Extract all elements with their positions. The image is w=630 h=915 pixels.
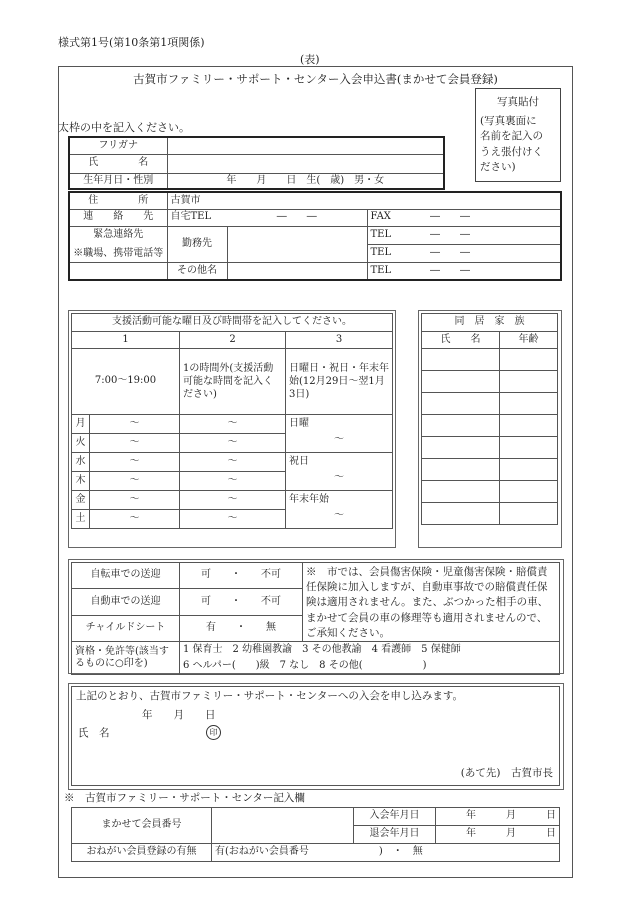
transport-table (71, 562, 560, 675)
member-number-label: まかせて会員番号 (72, 808, 212, 844)
family-name-field[interactable] (422, 503, 500, 525)
declaration-text: 上記のとおり、古賀市ファミリー・サポート・センターへの入会を申し込みます。 (76, 690, 464, 702)
mon-time-2[interactable]: ～ (180, 415, 286, 434)
transport-frame (71, 562, 560, 670)
furigana-field[interactable] (167, 137, 444, 154)
license-options[interactable] (180, 642, 560, 675)
newyear-label: 年末年始 (289, 494, 329, 505)
family-frame (421, 313, 558, 544)
family-age-header: 年齢 (500, 332, 558, 349)
family-age-field[interactable] (500, 437, 558, 459)
day-wed: 水 (72, 453, 90, 472)
fax-label: FAX (367, 209, 418, 226)
emergency-title: 緊急連絡先 (93, 228, 144, 240)
fri-time-1[interactable]: ～ (90, 491, 180, 510)
sat-time-2[interactable]: ～ (180, 510, 286, 529)
child-seat-option[interactable]: 有 ・ 無 (180, 615, 303, 641)
family-age-field[interactable] (500, 393, 558, 415)
family-age-field[interactable] (500, 371, 558, 393)
leave-date-field[interactable]: 年 月 日 (436, 826, 560, 844)
furigana-label: フリガナ (69, 137, 167, 154)
sunday-cell[interactable] (286, 415, 393, 453)
form-number: 様式第1号(第10条第1項関係) (58, 36, 205, 49)
day-sat: 土 (72, 510, 90, 529)
sat-time-1[interactable]: ～ (90, 510, 180, 529)
dob-field[interactable]: 年 月 日 生( 歳) 男・女 (167, 173, 444, 189)
holiday-label: 祝日 (289, 456, 309, 467)
family-age-field[interactable] (500, 481, 558, 503)
applicant-table-top (68, 136, 445, 190)
family-name-field[interactable] (422, 371, 500, 393)
family-age-field[interactable] (500, 415, 558, 437)
wed-time-1[interactable]: ～ (90, 453, 180, 472)
day-tue: 火 (72, 434, 90, 453)
photo-line: (写真裏面に (480, 115, 537, 128)
contact-label: 連 絡 先 (69, 209, 167, 226)
other-name-label: その他名 (167, 262, 227, 280)
workplace-field[interactable] (227, 226, 367, 262)
thu-time-1[interactable]: ～ (90, 472, 180, 491)
fri-time-2[interactable]: ～ (180, 491, 286, 510)
work-tel2-field[interactable]: ― ― (418, 244, 561, 262)
family-header: 同 居 家 族 (422, 314, 558, 332)
photo-title: 写真貼付 (497, 96, 539, 108)
family-name-field[interactable] (422, 415, 500, 437)
request-member-field[interactable]: 有(おねがい会員番号 ) ・ 無 (212, 844, 560, 862)
family-name-header: 氏 名 (422, 332, 500, 349)
availability-frame (71, 313, 392, 544)
emergency-spacer (69, 262, 167, 280)
home-tel-field[interactable]: ― ― (227, 209, 367, 226)
applicant-table-bottom (68, 191, 562, 281)
photo-line: ださい) (480, 160, 516, 173)
tue-time-2[interactable]: ～ (180, 434, 286, 453)
day-fri: 金 (72, 491, 90, 510)
wed-time-2[interactable]: ～ (180, 453, 286, 472)
car-label: 自動車での送迎 (72, 589, 180, 615)
dob-label: 生年月日・性別 (69, 173, 167, 189)
mon-time-1[interactable]: ～ (90, 415, 180, 434)
declaration-box (71, 686, 560, 786)
family-age-field[interactable] (500, 459, 558, 481)
name-label: 氏 名 (69, 154, 167, 173)
availability-table (71, 313, 393, 529)
insurance-note: ※ 市では、会員傷害保険・児童傷害保険・賠償責任保険に加入しますが、自動車事故での賠償責任保険は適用されません。また、ぶつかった相手の車、まかせて会員の車の修理等も適用されませんので、ご承知ください。 (303, 563, 560, 642)
bicycle-label: 自転車での送迎 (72, 563, 180, 589)
time-outside: 1の時間外(支援活動可能な時間を記入ください) (180, 349, 286, 415)
other-tel-label: TEL (367, 262, 418, 280)
family-name-field[interactable] (422, 481, 500, 503)
photo-box (475, 88, 561, 182)
member-number-field[interactable] (212, 808, 354, 844)
work-tel-field[interactable]: ― ― (418, 226, 561, 244)
fax-field[interactable]: ― ― (418, 209, 561, 226)
family-name-field[interactable] (422, 349, 500, 371)
leave-date-label: 退会年月日 (354, 826, 436, 844)
family-age-field[interactable] (500, 349, 558, 371)
col-header-1: 1 (72, 332, 180, 349)
col-header-3: 3 (286, 332, 393, 349)
sunday-label: 日曜 (289, 418, 309, 429)
photo-line: うえ張付けく (480, 145, 543, 158)
holiday-cell[interactable] (286, 453, 393, 491)
other-name-field[interactable] (227, 262, 367, 280)
addressee: (あて先) 古賀市長 (460, 767, 553, 779)
office-table (71, 807, 560, 862)
request-member-label: おねがい会員登録の有無 (72, 844, 212, 862)
day-mon: 月 (72, 415, 90, 434)
car-option[interactable]: 可 ・ 不可 (180, 589, 303, 615)
name-field[interactable] (167, 154, 444, 173)
office-header: ※ 古賀市ファミリー・サポート・センター記入欄 (64, 792, 305, 804)
newyear-tilde: ～ (334, 509, 344, 521)
col-header-2: 2 (180, 332, 286, 349)
sunday-tilde: ～ (334, 433, 344, 445)
declaration-name-label: 氏 名 (78, 727, 110, 739)
form-title: 古賀市ファミリー・サポート・センター入会申込書(まかせて会員登録) (133, 72, 498, 86)
photo-line: 名前を記入の (480, 130, 543, 143)
workplace-label: 勤務先 (167, 226, 227, 262)
newyear-cell[interactable] (286, 491, 393, 529)
seal-mark: 印 (206, 725, 221, 740)
family-age-field[interactable] (500, 503, 558, 525)
holiday-range: 日曜日・祝日・年末年始(12月29日～翌1月3日) (286, 349, 393, 415)
family-table (421, 313, 558, 525)
emergency-label (69, 226, 167, 262)
child-seat-label: チャイルドシート (72, 615, 180, 641)
time-range: 7:00～19:00 (72, 349, 180, 415)
other-tel-field[interactable]: ― ― (418, 262, 561, 280)
holiday-tilde: ～ (334, 471, 344, 483)
address-field[interactable]: 古賀市 (167, 192, 561, 209)
day-thu: 木 (72, 472, 90, 491)
license-line-1: 1 保育士 2 幼稚園教諭 3 その他教諭 4 看護師 5 保健師 (183, 644, 461, 656)
family-name-field[interactable] (422, 437, 500, 459)
family-name-field[interactable] (422, 459, 500, 481)
work-tel-label: TEL (367, 226, 418, 244)
work-tel2-label: TEL (367, 244, 418, 262)
join-date-label: 入会年月日 (354, 808, 436, 826)
declaration-date[interactable]: 年 月 日 (142, 709, 216, 721)
license-line-2: 6 ヘルパー( )級 7 なし 8 その他( ) (183, 660, 427, 672)
license-label: 資格・免許等(該当するものに○印を) (72, 642, 180, 675)
home-tel-label: 自宅TEL (167, 209, 227, 226)
thu-time-2[interactable]: ～ (180, 472, 286, 491)
bicycle-option[interactable]: 可 ・ 不可 (180, 563, 303, 589)
availability-header: 支援活動可能な曜日及び時間帯を記入してください。 (72, 314, 393, 332)
address-label: 住 所 (69, 192, 167, 209)
instruction-text: 太枠の中を記入ください。 (58, 121, 190, 134)
declaration-frame (71, 686, 560, 786)
front-side-label: (表) (300, 53, 320, 66)
join-date-field[interactable]: 年 月 日 (436, 808, 560, 826)
emergency-note: ※職場、携帯電話等 (73, 248, 164, 259)
tue-time-1[interactable]: ～ (90, 434, 180, 453)
family-name-field[interactable] (422, 393, 500, 415)
